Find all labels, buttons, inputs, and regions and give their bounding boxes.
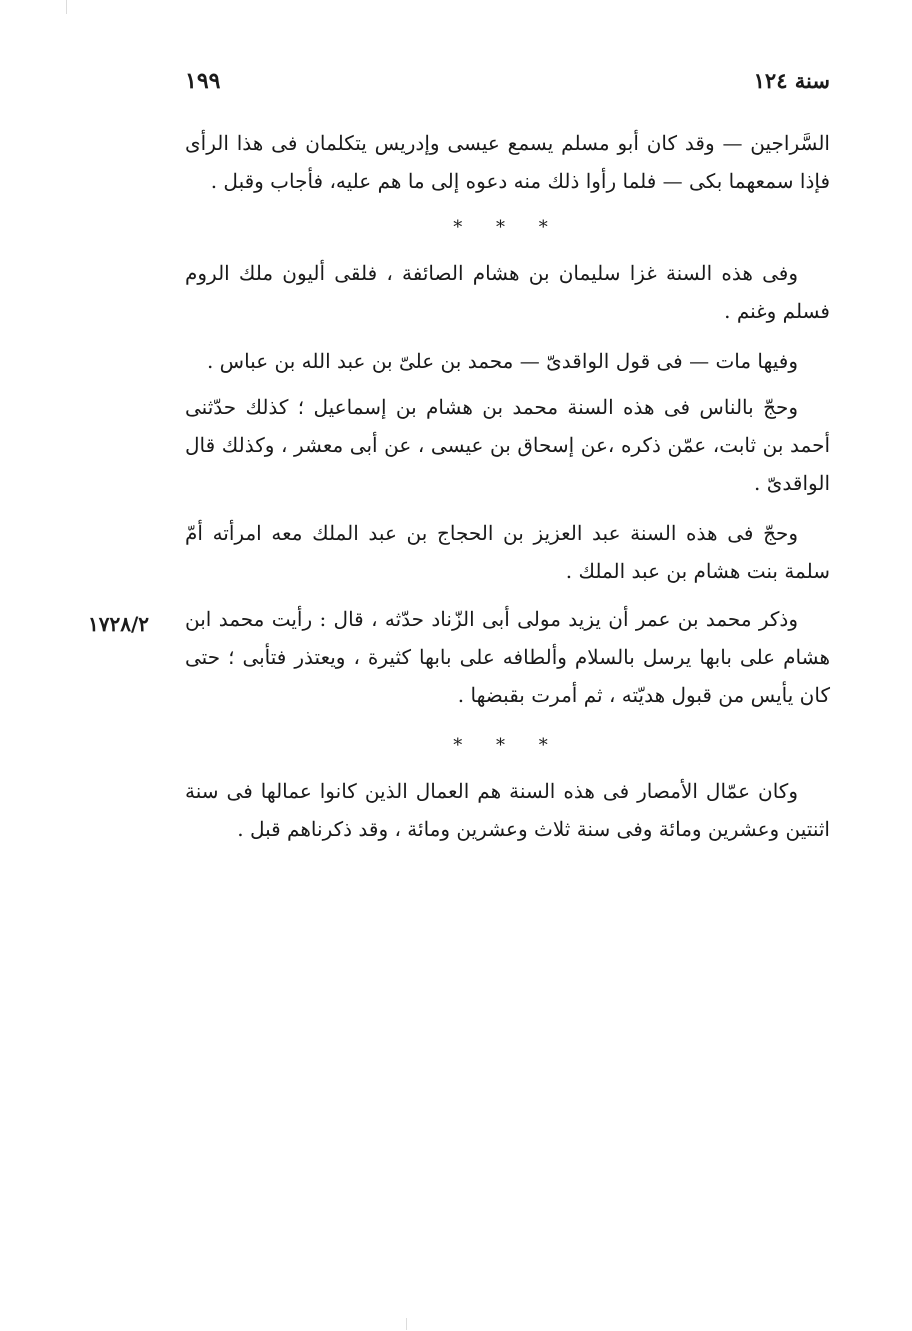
page-header [185,68,830,108]
paragraph-4: وحجّ بالناس فى هذه السنة محمد بن هشام بن إسماعيل ؛ كذلك حدّثنى أحمد بن ثابت، عمّن ذكره ،عن إسحاق بن عيسى ، عن أبى معشر ، وكذلك قال الواقدىّ . [185,395,830,495]
section-separator-2: * * * [453,735,562,756]
main-text-report [185,600,830,714]
section-separator-1: * * * [453,217,562,238]
main-text-death [185,342,830,380]
paragraph-1: السَّراجين — وقد كان أبو مسلم يسمع عيسى وإدريس يتكلمان فى هذا الرأى فإذا سمعهما بكى — فلما رأوا ذلك منه دعوه إلى ما هم عليه، فأجاب وقبل . [185,131,830,193]
running-head: سنة ١٢٤ [753,68,830,93]
main-text-governors [185,772,830,848]
scan-mark-top [66,0,67,14]
paragraph-2: وفى هذه السنة غزا سليمان بن هشام الصائفة ، فلقى أليون ملك الروم فسلم وغنم . [185,261,830,323]
paragraph-5: وحجّ فى هذه السنة عبد العزيز بن الحجاج بن عبد الملك معه امرأته أمّ سلمة بنت هشام بن عبد الملك . [185,521,830,583]
margin-reference: ١٧٢٨/٢ [88,612,150,636]
paragraph-7: وكان عمّال الأمصار فى هذه السنة هم العمال الذين كانوا عمالها فى سنة اثنتين وعشرين ومائة وفى سنة ثلاث وعشرين ومائة ، وقد ذكرناهم قبل . [185,779,830,841]
paragraph-6: وذكر محمد بن عمر أن يزيد مولى أبى الزّناد حدّثه ، قال : رأيت محمد ابن هشام على بابها يرسل بالسلام وألطافه على بابها كثيرة ، ويعتذر فتأبى ؛ حتى كان يأيس من قبول هديّته ، ثم أمرت بقبضها . [185,607,830,707]
main-text-middle [185,254,830,330]
page-number: ١٩٩ [185,68,221,94]
paragraph-3: وفيها مات — فى قول الواقدىّ — محمد بن علىّ بن عبد الله بن عباس . [206,349,798,373]
main-text-hajj-1 [185,388,830,502]
main-text-top [185,124,830,200]
main-text-hajj-2 [185,514,830,590]
scan-mark-bottom [406,1318,407,1330]
